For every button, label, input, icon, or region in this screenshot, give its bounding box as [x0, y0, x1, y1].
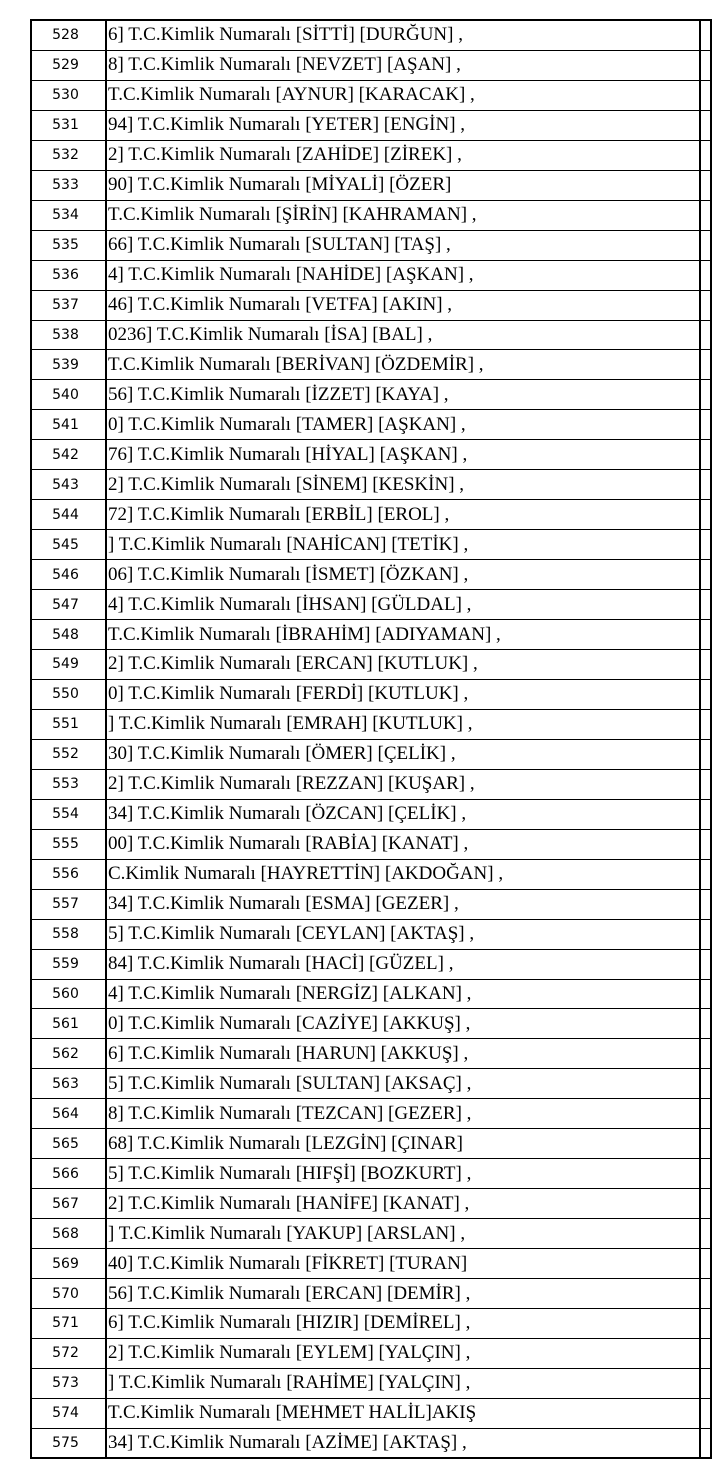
- table-row: [32, 770, 710, 800]
- record-text-cell: 2] T.C.Kimlik Numaralı [EYLEM] [YALÇIN] ,: [108, 1342, 471, 1364]
- table-row: [32, 1129, 710, 1159]
- row-number-cell: 531: [32, 111, 107, 140]
- table-row: [32, 261, 710, 291]
- row-number-cell: 570: [32, 1279, 107, 1308]
- row-number-cell: 562: [32, 1039, 107, 1068]
- empty-cell: [699, 1069, 710, 1098]
- empty-cell: [699, 81, 710, 110]
- record-text-cell: 94] T.C.Kimlik Numaralı [YETER] [ENGİN] ,: [108, 114, 466, 136]
- row-number-cell: 533: [32, 171, 107, 200]
- table-row: [32, 141, 710, 171]
- record-text-cell: 2] T.C.Kimlik Numaralı [ERCAN] [KUTLUK] ,: [108, 653, 478, 675]
- table-row: [32, 291, 710, 321]
- row-number-cell: 560: [32, 980, 107, 1009]
- record-text-cell: 0] T.C.Kimlik Numaralı [TAMER] [AŞKAN] ,: [108, 413, 466, 435]
- empty-cell: [699, 1009, 710, 1038]
- row-number-cell: 530: [32, 81, 107, 110]
- row-number-cell: 545: [32, 530, 107, 559]
- table-row: [32, 81, 710, 111]
- table-row: [32, 860, 710, 890]
- table-row: [32, 920, 710, 950]
- table-row: [32, 740, 710, 770]
- spreadsheet-table: [30, 19, 712, 1459]
- table-row: [32, 350, 710, 380]
- row-number-cell: 565: [32, 1129, 107, 1158]
- row-number-cell: 553: [32, 770, 107, 799]
- row-number-cell: 542: [32, 440, 107, 469]
- record-text-cell: 56] T.C.Kimlik Numaralı [İZZET] [KAYA] ,: [108, 383, 449, 405]
- record-text-cell: 4] T.C.Kimlik Numaralı [NERGİZ] [ALKAN] ,: [108, 982, 472, 1004]
- row-number-cell: 568: [32, 1219, 107, 1248]
- empty-cell: [699, 740, 710, 769]
- table-row: [32, 800, 710, 830]
- empty-cell: [699, 1279, 710, 1308]
- row-number-cell: 536: [32, 261, 107, 290]
- empty-cell: [699, 590, 710, 619]
- empty-cell: [699, 1159, 710, 1188]
- record-text-cell: T.C.Kimlik Numaralı [İBRAHİM] [ADIYAMAN] ,: [108, 623, 501, 645]
- empty-cell: [699, 261, 710, 290]
- record-text-cell: 8] T.C.Kimlik Numaralı [NEVZET] [AŞAN] ,: [108, 54, 461, 76]
- empty-cell: [699, 560, 710, 589]
- empty-cell: [699, 1339, 710, 1368]
- empty-cell: [699, 440, 710, 469]
- table-row: [32, 1009, 710, 1039]
- row-number-cell: 529: [32, 51, 107, 80]
- row-number-cell: 572: [32, 1339, 107, 1368]
- record-text-cell: 6] T.C.Kimlik Numaralı [HARUN] [AKKUŞ] ,: [108, 1042, 469, 1064]
- record-text-cell: 40] T.C.Kimlik Numaralı [FİKRET] [TURAN]: [108, 1252, 468, 1274]
- table-row: [32, 51, 710, 81]
- row-number-cell: 567: [32, 1189, 107, 1218]
- table-row: [32, 1369, 710, 1399]
- empty-cell: [699, 890, 710, 919]
- record-text-cell: T.C.Kimlik Numaralı [ŞİRİN] [KAHRAMAN] ,: [108, 204, 477, 226]
- row-number-cell: 538: [32, 321, 107, 350]
- row-number-cell: 549: [32, 650, 107, 679]
- table-row: [32, 1099, 710, 1129]
- empty-cell: [699, 1309, 710, 1338]
- empty-cell: [699, 800, 710, 829]
- row-number-cell: 535: [32, 231, 107, 260]
- row-number-cell: 573: [32, 1369, 107, 1398]
- empty-cell: [699, 291, 710, 320]
- table-row: [32, 980, 710, 1010]
- record-text-cell: 90] T.C.Kimlik Numaralı [MİYALİ] [ÖZER]: [108, 174, 452, 196]
- row-number-cell: 551: [32, 710, 107, 739]
- table-row: [32, 21, 710, 51]
- table-row: [32, 231, 710, 261]
- row-number-cell: 537: [32, 291, 107, 320]
- record-text-cell: 2] T.C.Kimlik Numaralı [ZAHİDE] [ZİREK] ,: [108, 144, 462, 166]
- record-text-cell: 84] T.C.Kimlik Numaralı [HACİ] [GÜZEL] ,: [108, 953, 454, 975]
- empty-cell: [699, 410, 710, 439]
- table-row: [32, 590, 710, 620]
- row-number-cell: 557: [32, 890, 107, 919]
- record-text-cell: 76] T.C.Kimlik Numaralı [HİYAL] [AŞKAN] ,: [108, 443, 468, 465]
- row-number-cell: 550: [32, 680, 107, 709]
- record-text-cell: 0] T.C.Kimlik Numaralı [FERDİ] [KUTLUK] ,: [108, 683, 469, 705]
- row-number-cell: 563: [32, 1069, 107, 1098]
- empty-cell: [699, 1099, 710, 1128]
- row-number-cell: 539: [32, 350, 107, 379]
- record-text-cell: 2] T.C.Kimlik Numaralı [REZZAN] [KUŞAR] ,: [108, 773, 475, 795]
- record-text-cell: 56] T.C.Kimlik Numaralı [ERCAN] [DEMİR] ,: [108, 1282, 471, 1304]
- row-number-cell: 554: [32, 800, 107, 829]
- record-text-cell: 06] T.C.Kimlik Numaralı [İSMET] [ÖZKAN] ,: [108, 563, 469, 585]
- table-row: [32, 1309, 710, 1339]
- empty-cell: [699, 111, 710, 140]
- record-text-cell: 68] T.C.Kimlik Numaralı [LEZGİN] [ÇINAR]: [108, 1132, 463, 1154]
- record-text-cell: 6] T.C.Kimlik Numaralı [SİTTİ] [DURĞUN] ,: [108, 24, 463, 46]
- empty-cell: [699, 650, 710, 679]
- row-number-cell: 558: [32, 920, 107, 949]
- row-number-cell: 548: [32, 620, 107, 649]
- empty-cell: [699, 141, 710, 170]
- record-text-cell: 72] T.C.Kimlik Numaralı [ERBİL] [EROL] ,: [108, 503, 450, 525]
- table-row: [32, 890, 710, 920]
- record-text-cell: 34] T.C.Kimlik Numaralı [ESMA] [GEZER] ,: [108, 893, 459, 915]
- table-row: [32, 680, 710, 710]
- row-number-cell: 547: [32, 590, 107, 619]
- empty-cell: [699, 380, 710, 409]
- record-text-cell: 5] T.C.Kimlik Numaralı [HIFŞİ] [BOZKURT] ,: [108, 1162, 472, 1184]
- empty-cell: [699, 770, 710, 799]
- empty-cell: [699, 1129, 710, 1158]
- record-text-cell: ] T.C.Kimlik Numaralı [RAHİME] [YALÇIN] ,: [108, 1372, 471, 1394]
- table-row: [32, 440, 710, 470]
- row-number-cell: 528: [32, 21, 107, 50]
- table-row: [32, 1039, 710, 1069]
- table-row: [32, 1069, 710, 1099]
- record-text-cell: 34] T.C.Kimlik Numaralı [ÖZCAN] [ÇELİK] ,: [108, 803, 467, 825]
- table-row: [32, 1219, 710, 1249]
- table-row: [32, 321, 710, 351]
- table-row: [32, 650, 710, 680]
- empty-cell: [699, 1219, 710, 1248]
- row-number-cell: 552: [32, 740, 107, 769]
- record-text-cell: 4] T.C.Kimlik Numaralı [NAHİDE] [AŞKAN] ,: [108, 264, 474, 286]
- empty-cell: [699, 680, 710, 709]
- table-row: [32, 530, 710, 560]
- record-text-cell: ] T.C.Kimlik Numaralı [YAKUP] [ARSLAN] ,: [108, 1222, 466, 1244]
- table-row: [32, 1189, 710, 1219]
- record-text-cell: 2] T.C.Kimlik Numaralı [SİNEM] [KESKİN] ,: [108, 473, 465, 495]
- row-number-cell: 575: [32, 1429, 107, 1457]
- table-row: [32, 1249, 710, 1279]
- record-text-cell: T.C.Kimlik Numaralı [BERİVAN] [ÖZDEMİR] ,: [108, 353, 484, 375]
- row-number-cell: 561: [32, 1009, 107, 1038]
- record-text-cell: 0236] T.C.Kimlik Numaralı [İSA] [BAL] ,: [108, 324, 433, 345]
- row-number-cell: 555: [32, 830, 107, 859]
- table-row: [32, 710, 710, 740]
- record-text-cell: 46] T.C.Kimlik Numaralı [VETFA] [AKIN] ,: [108, 294, 453, 316]
- empty-cell: [699, 710, 710, 739]
- row-number-cell: 569: [32, 1249, 107, 1278]
- empty-cell: [699, 620, 710, 649]
- table-row: [32, 1159, 710, 1189]
- row-number-cell: 559: [32, 950, 107, 979]
- record-text-cell: 8] T.C.Kimlik Numaralı [TEZCAN] [GEZER] ,: [108, 1102, 472, 1124]
- empty-cell: [699, 231, 710, 260]
- table-row: [32, 1279, 710, 1309]
- table-row: [32, 950, 710, 980]
- empty-cell: [699, 1399, 710, 1428]
- record-text-cell: 5] T.C.Kimlik Numaralı [SULTAN] [AKSAÇ] ,: [108, 1072, 472, 1094]
- empty-cell: [699, 1429, 710, 1457]
- empty-cell: [699, 1039, 710, 1068]
- empty-cell: [699, 171, 710, 200]
- table-row: [32, 410, 710, 440]
- empty-cell: [699, 470, 710, 499]
- record-text-cell: 2] T.C.Kimlik Numaralı [HANİFE] [KANAT] ,: [108, 1192, 470, 1214]
- row-number-cell: 540: [32, 380, 107, 409]
- empty-cell: [699, 1369, 710, 1398]
- table-row: [32, 830, 710, 860]
- table-row: [32, 500, 710, 530]
- empty-cell: [699, 860, 710, 889]
- table-row: [32, 201, 710, 231]
- empty-cell: [699, 950, 710, 979]
- row-number-cell: 546: [32, 560, 107, 589]
- empty-cell: [699, 500, 710, 529]
- record-text-cell: T.C.Kimlik Numaralı [AYNUR] [KARACAK] ,: [108, 84, 475, 106]
- table-row: [32, 380, 710, 410]
- record-text-cell: T.C.Kimlik Numaralı [MEHMET HALİL]AKIŞ: [108, 1402, 477, 1424]
- table-row: [32, 171, 710, 201]
- record-text-cell: 66] T.C.Kimlik Numaralı [SULTAN] [TAŞ] ,: [108, 234, 451, 256]
- record-text-cell: 34] T.C.Kimlik Numaralı [AZİME] [AKTAŞ] ,: [108, 1431, 467, 1453]
- record-text-cell: ] T.C.Kimlik Numaralı [EMRAH] [KUTLUK] ,: [108, 713, 473, 735]
- empty-cell: [699, 350, 710, 379]
- empty-cell: [699, 530, 710, 559]
- record-text-cell: 6] T.C.Kimlik Numaralı [HIZIR] [DEMİREL] ,: [108, 1312, 471, 1334]
- row-number-cell: 574: [32, 1399, 107, 1428]
- table-row: [32, 1429, 710, 1459]
- row-number-cell: 571: [32, 1309, 107, 1338]
- empty-cell: [699, 920, 710, 949]
- row-number-cell: 564: [32, 1099, 107, 1128]
- record-text-cell: 30] T.C.Kimlik Numaralı [ÖMER] [ÇELİK] ,: [108, 743, 456, 765]
- row-number-cell: 544: [32, 500, 107, 529]
- row-number-cell: 543: [32, 470, 107, 499]
- row-number-cell: 532: [32, 141, 107, 170]
- empty-cell: [699, 1249, 710, 1278]
- row-number-cell: 556: [32, 860, 107, 889]
- table-row: [32, 1399, 710, 1429]
- empty-cell: [699, 1189, 710, 1218]
- empty-cell: [699, 201, 710, 230]
- table-row: [32, 1339, 710, 1369]
- record-text-cell: ] T.C.Kimlik Numaralı [NAHİCAN] [TETİK] ,: [108, 533, 469, 555]
- row-number-cell: 534: [32, 201, 107, 230]
- empty-cell: [699, 51, 710, 80]
- record-text-cell: C.Kimlik Numaralı [HAYRETTİN] [AKDOĞAN] ,: [108, 863, 504, 885]
- table-row: [32, 470, 710, 500]
- empty-cell: [699, 830, 710, 859]
- empty-cell: [699, 21, 710, 50]
- empty-cell: [699, 321, 710, 350]
- record-text-cell: 0] T.C.Kimlik Numaralı [CAZİYE] [AKKUŞ] ,: [108, 1012, 471, 1034]
- record-text-cell: 4] T.C.Kimlik Numaralı [İHSAN] [GÜLDAL] ,: [108, 593, 472, 615]
- row-number-cell: 541: [32, 410, 107, 439]
- empty-cell: [699, 980, 710, 1009]
- record-text-cell: 5] T.C.Kimlik Numaralı [CEYLAN] [AKTAŞ] ,: [108, 923, 475, 945]
- row-number-cell: 566: [32, 1159, 107, 1188]
- table-row: [32, 560, 710, 590]
- table-row: [32, 111, 710, 141]
- record-text-cell: 00] T.C.Kimlik Numaralı [RABİA] [KANAT] ,: [108, 833, 469, 855]
- table-row: [32, 620, 710, 650]
